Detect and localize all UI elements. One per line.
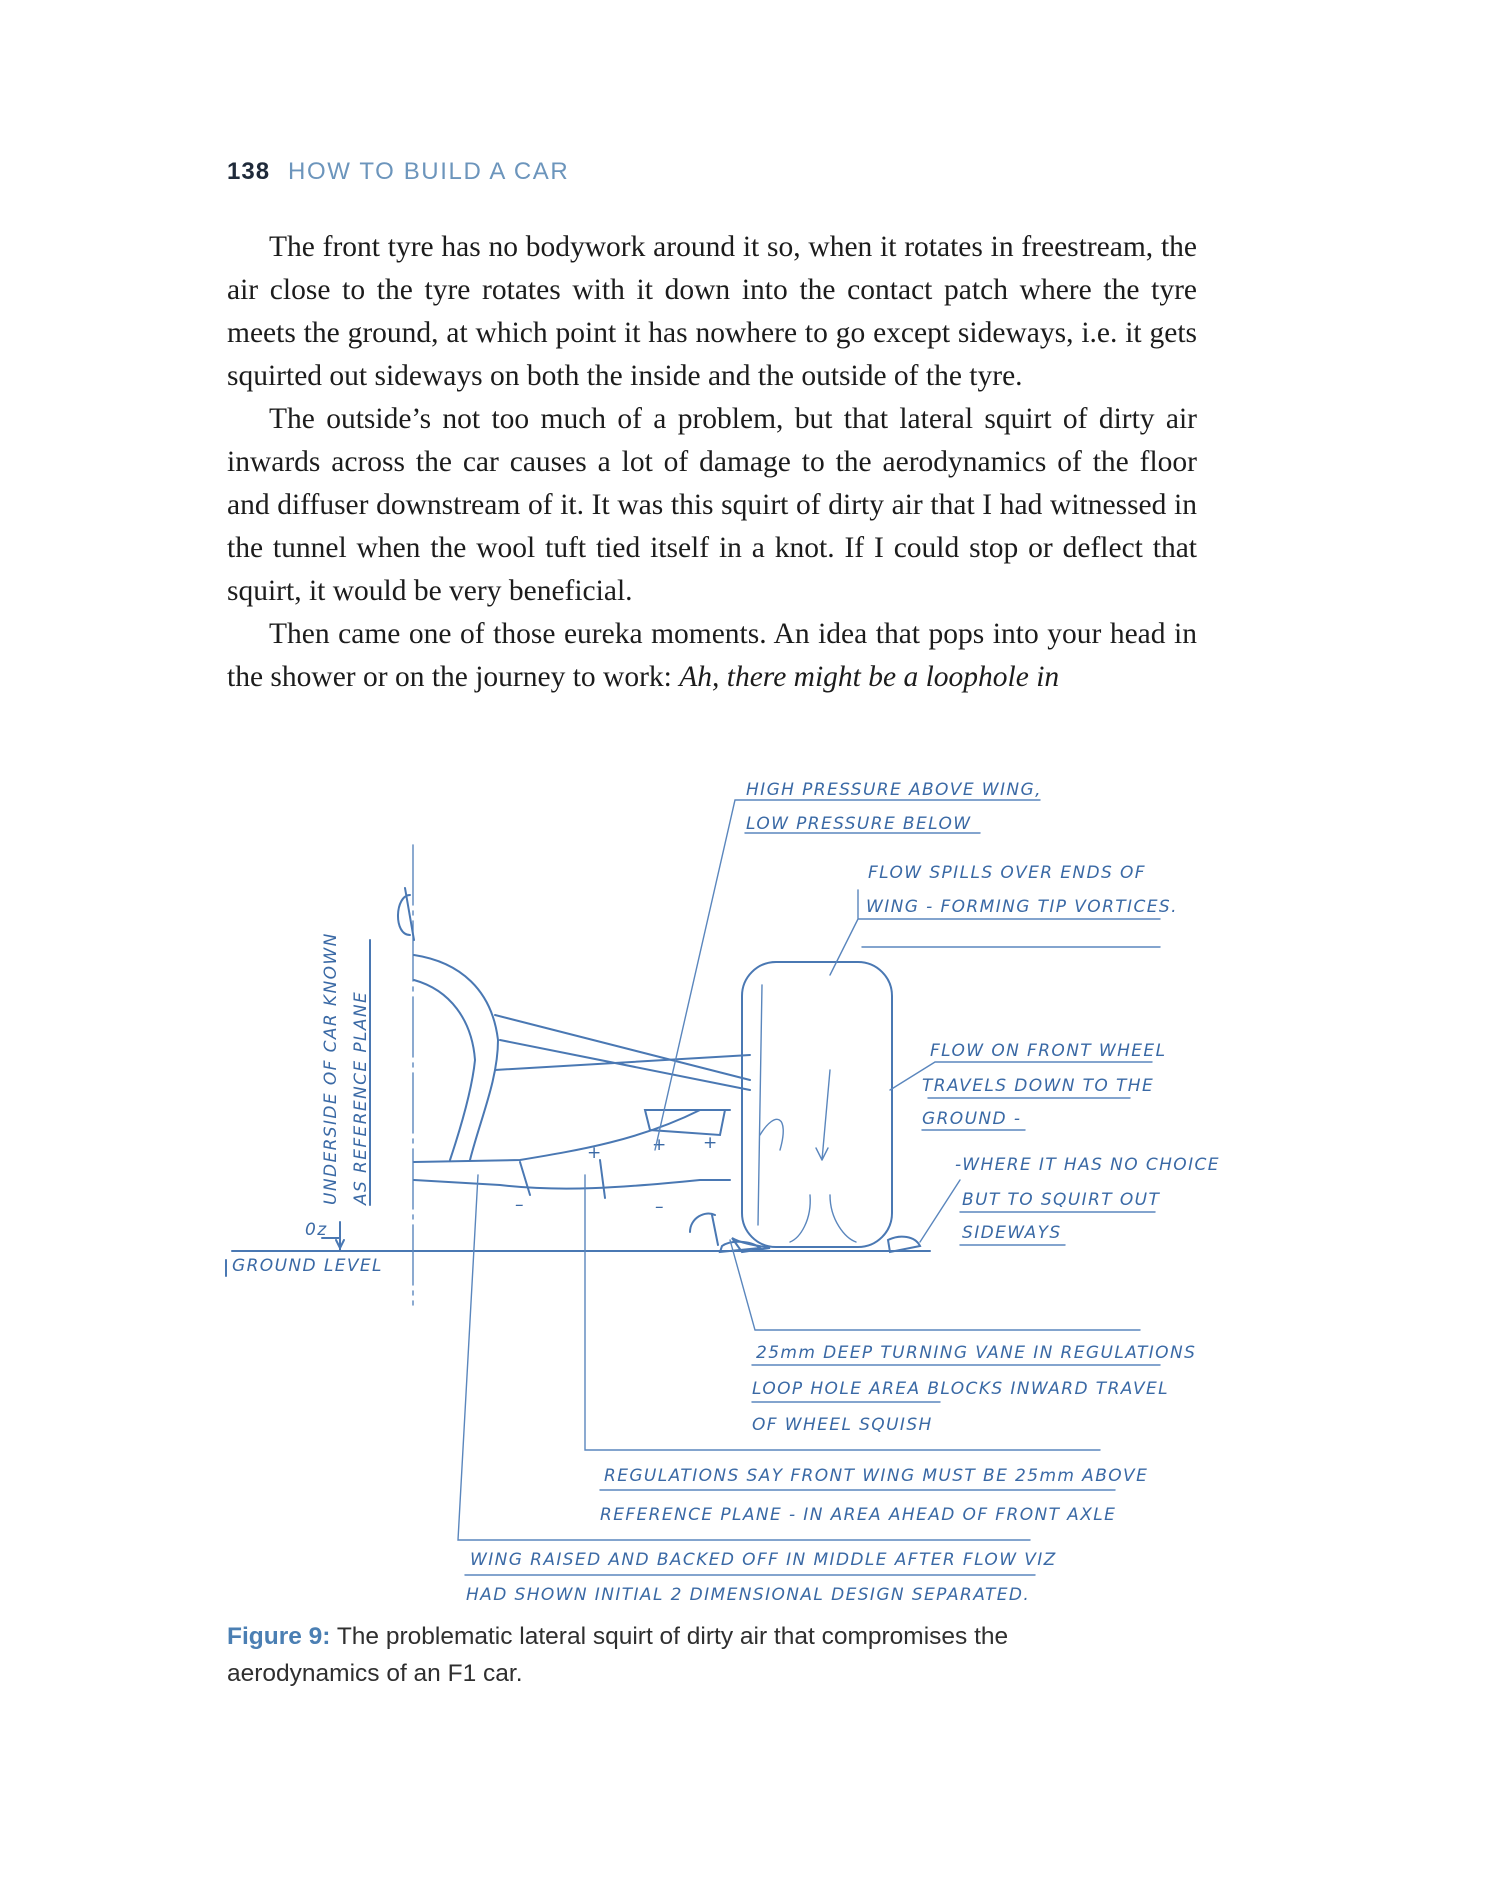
annotation-tip-vortices: WING - FORMING TIP VORTICES. <box>866 897 1178 917</box>
minus-mark: – <box>655 1197 665 1217</box>
wishbone-third <box>500 1040 750 1090</box>
annotation-ground: GROUND - <box>922 1109 1022 1129</box>
caption-text: The problematic lateral squirt of dirty air that compromises the aerodynamics of an F1 car. <box>227 1623 1009 1687</box>
squirt-arrow-left <box>790 1195 810 1242</box>
wing-upper <box>414 1110 730 1162</box>
paragraph: The front tyre has no bodywork around it so, when it rotates in freestream, the air close to the tyre rotates with it down into the contact patch where the tyre meets the ground, at which point it has nowhere to go except sideways, i.e. it gets squirted out sideways on both the inside and the outside of the tyre. <box>227 231 1197 392</box>
leader-flow-spills <box>830 890 1160 975</box>
leader-turning-vane <box>730 1240 1140 1330</box>
annotation-initial-design: HAD SHOWN INITIAL 2 DIMENSIONAL DESIGN SEPARATED. <box>466 1585 1031 1605</box>
turning-vane <box>690 1214 718 1245</box>
leader-high-pressure <box>655 800 1040 1150</box>
plus-mark: + <box>587 1143 603 1163</box>
annotation-low-pressure: LOW PRESSURE BELOW <box>746 814 972 834</box>
centreline-symbol <box>398 888 414 940</box>
annotation-underside: UNDERSIDE OF CAR KNOWN <box>321 932 341 1205</box>
annotation-ground-level: GROUND LEVEL <box>232 1256 383 1276</box>
annotation-sideways: SIDEWAYS <box>962 1223 1062 1243</box>
figure-caption <box>227 1618 1077 1692</box>
annotation-turning-vane: 25mm DEEP TURNING VANE IN REGULATIONS <box>756 1343 1197 1363</box>
nose-inner <box>414 980 475 1160</box>
leader-regulations <box>585 1175 1100 1450</box>
caption-label: Figure 9: <box>227 1623 331 1650</box>
body-text <box>227 226 1197 699</box>
tyre-flow-arrow <box>816 1070 830 1160</box>
wing-element <box>520 1160 605 1198</box>
leader-no-choice <box>920 1180 960 1242</box>
annotation-regulations: REGULATIONS SAY FRONT WING MUST BE 25mm ABOVE <box>604 1466 1149 1486</box>
tyre-tread-line <box>758 985 762 1225</box>
squirt-arrow-right <box>830 1195 856 1242</box>
leader-wing-raised <box>458 1175 1030 1540</box>
paragraph <box>227 613 1197 699</box>
annotation-flow-spills: FLOW SPILLS OVER ENDS OF <box>868 863 1146 883</box>
wing-lower <box>414 1180 730 1189</box>
leader-flow-wheel <box>890 1062 1152 1090</box>
front-tyre <box>742 962 892 1247</box>
tip-vortex-arrow <box>760 1119 783 1150</box>
wishbone-lower <box>495 1055 750 1070</box>
wishbone-upper <box>495 1015 750 1080</box>
plus-mark: + <box>703 1133 719 1153</box>
annotation-reference-plane: AS REFERENCE PLANE <box>351 990 371 1205</box>
italic-text: Ah, there might be a loophole in <box>679 661 1060 693</box>
annotation-travels-down: TRAVELS DOWN TO THE <box>922 1076 1155 1096</box>
annotation-loophole: LOOP HOLE AREA BLOCKS INWARD TRAVEL <box>752 1379 1170 1399</box>
nose-outline <box>414 955 498 1160</box>
oz-marker <box>322 1222 344 1250</box>
running-head <box>227 158 569 186</box>
annotation-reference-plane-area: REFERENCE PLANE - IN AREA AHEAD OF FRONT AXLE <box>600 1505 1117 1525</box>
annotation-oz: 0z <box>305 1220 328 1240</box>
wing-endplate <box>645 1110 725 1135</box>
annotation-high-pressure: HIGH PRESSURE ABOVE WING, <box>746 780 1042 800</box>
contact-patch-inner <box>732 1238 770 1252</box>
paragraph: The outside’s not too much of a problem, but that lateral squirt of dirty air inwards across the car causes a lot of damage to the aerodynamics of the floor and diffuser downstream of it. It was this squirt of dirty air that I had witnessed in the tunnel when the wool tuft tied itself in a knot. If I could stop or deflect that squirt, it would be very beneficial. <box>227 403 1197 607</box>
contact-patch-outer <box>888 1237 920 1252</box>
paragraph-text: Then came one of those eureka moments. An idea that pops into your head in the shower or on the journey to work: <box>227 618 1197 693</box>
annotation-wing-raised: WING RAISED AND BACKED OFF IN MIDDLE AFTER FLOW VIZ <box>470 1550 1057 1570</box>
annotation-squirt-out: BUT TO SQUIRT OUT <box>962 1190 1161 1210</box>
book-title: HOW TO BUILD A CAR <box>288 158 570 185</box>
vane-foot <box>720 1242 760 1252</box>
page-number: 138 <box>227 158 271 185</box>
minus-mark: – <box>515 1195 525 1215</box>
annotation-wheel-squish: OF WHEEL SQUISH <box>752 1415 933 1435</box>
annotation-flow-wheel: FLOW ON FRONT WHEEL <box>930 1041 1167 1061</box>
text-underlines <box>465 833 1160 1575</box>
annotation-no-choice: -WHERE IT HAS NO CHOICE <box>955 1155 1220 1175</box>
plus-mark: + <box>652 1135 668 1155</box>
